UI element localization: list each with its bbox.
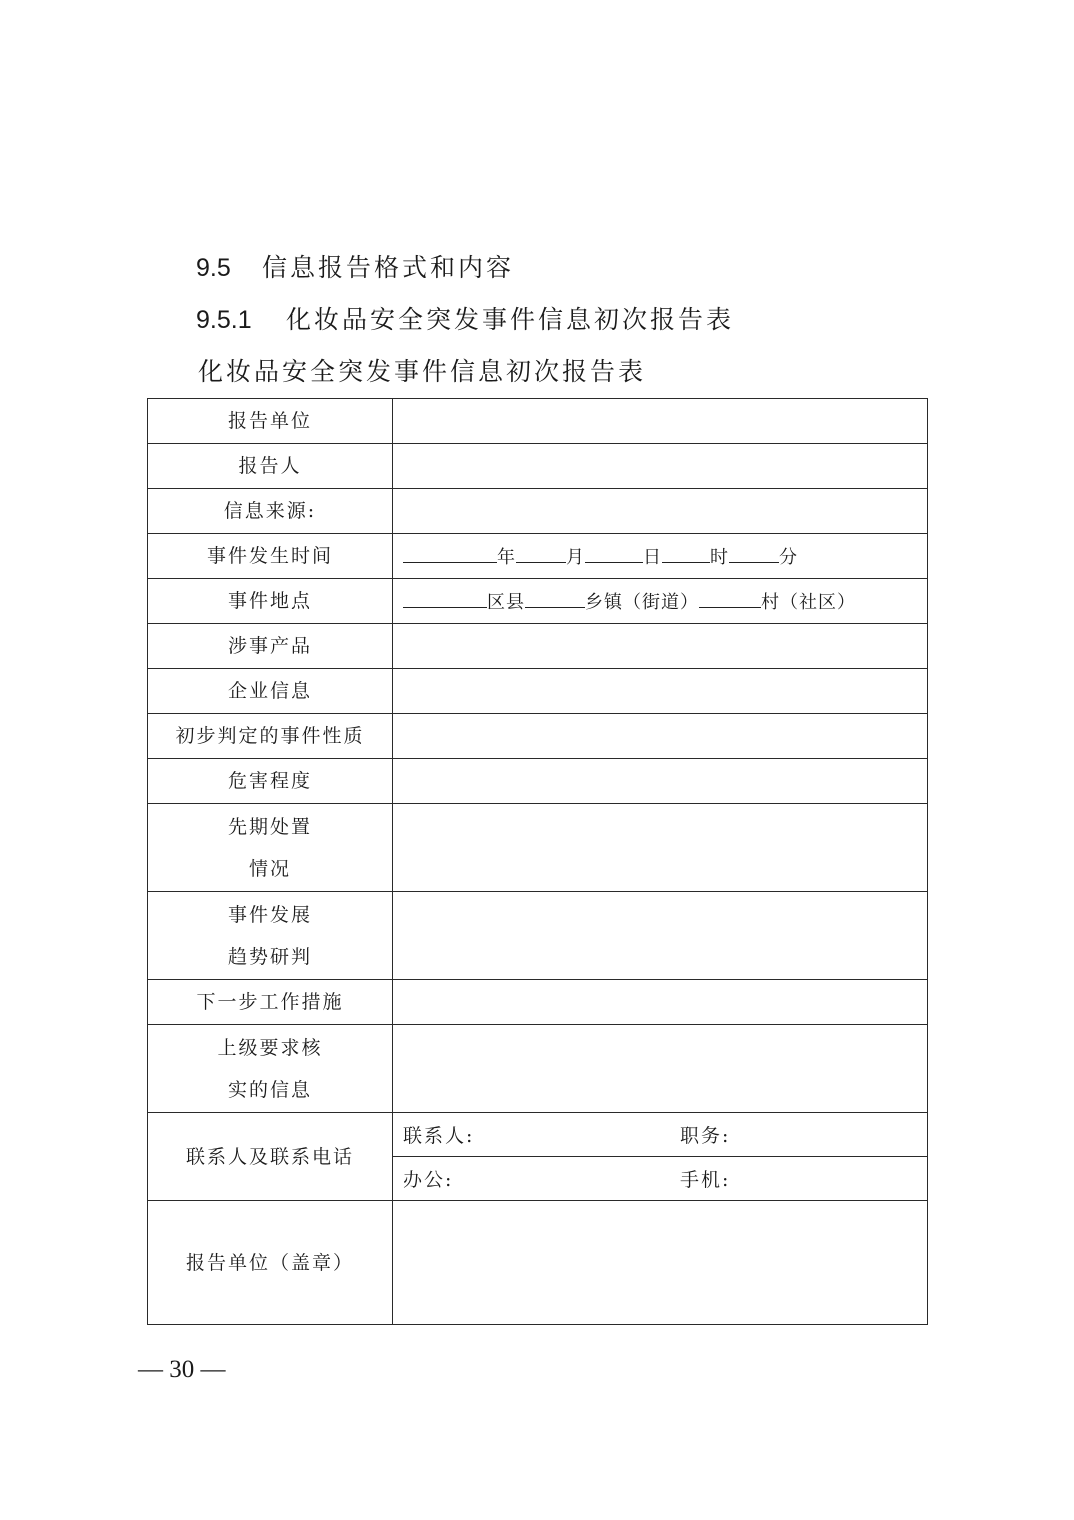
field-harm[interactable] (393, 759, 928, 804)
page-number: — 30 — (138, 1356, 226, 1383)
table-row (148, 804, 928, 892)
table-row (148, 759, 928, 804)
field-contact-row2[interactable] (393, 1157, 928, 1201)
field-verify[interactable] (393, 1025, 928, 1113)
label-next-steps: 下一步工作措施 (148, 980, 393, 1025)
month-unit: 月 (566, 547, 585, 568)
table-row (148, 399, 928, 444)
contact-office-label: 办公: (403, 1169, 454, 1191)
field-event-location[interactable] (393, 579, 928, 624)
day-unit: 日 (643, 547, 662, 568)
label-trend-line1: 事件发展 (227, 903, 312, 926)
field-next-steps[interactable] (393, 980, 928, 1025)
label-info-source: 信息来源: (148, 489, 393, 534)
label-verify-line2: 实的信息 (227, 1078, 312, 1101)
label-report-unit: 报告单位 (148, 399, 393, 444)
table-row (148, 1113, 928, 1157)
label-seal: 报告单位（盖章） (148, 1201, 393, 1325)
field-product[interactable] (393, 624, 928, 669)
label-enterprise: 企业信息 (148, 669, 393, 714)
label-nature: 初步判定的事件性质 (148, 714, 393, 759)
section-number: 9.5 (196, 254, 231, 282)
field-seal[interactable] (393, 1201, 928, 1325)
field-enterprise[interactable] (393, 669, 928, 714)
field-event-time[interactable] (393, 534, 928, 579)
field-contact-row1[interactable] (393, 1113, 928, 1157)
label-verify-line1: 上级要求核 (217, 1036, 323, 1059)
table-title: 化妆品安全突发事件信息初次报告表 (198, 357, 647, 386)
field-nature[interactable] (393, 714, 928, 759)
label-product: 涉事产品 (148, 624, 393, 669)
label-trend (148, 892, 393, 980)
section-title: 信息报告格式和内容 (262, 253, 515, 282)
table-row (148, 579, 928, 624)
town-unit: 乡镇（街道） (585, 592, 699, 613)
label-disposal-line1: 先期处置 (227, 815, 312, 838)
section-heading (196, 248, 514, 288)
contact-position-label: 职务: (680, 1125, 731, 1147)
subsection-title: 化妆品安全突发事件信息初次报告表 (286, 305, 735, 334)
table-row (148, 534, 928, 579)
village-unit: 村（社区） (761, 592, 856, 613)
field-trend[interactable] (393, 892, 928, 980)
year-unit: 年 (497, 547, 516, 568)
label-event-time: 事件发生时间 (148, 534, 393, 579)
label-disposal-line2: 情况 (248, 857, 291, 880)
label-event-location: 事件地点 (148, 579, 393, 624)
label-verify (148, 1025, 393, 1113)
field-info-source[interactable] (393, 489, 928, 534)
field-reporter[interactable] (393, 444, 928, 489)
subsection-heading (196, 300, 734, 340)
label-disposal (148, 804, 393, 892)
table-row (148, 669, 928, 714)
table-row (148, 444, 928, 489)
label-contact: 联系人及联系电话 (148, 1113, 393, 1201)
contact-mobile-label: 手机: (680, 1169, 731, 1191)
subsection-number: 9.5.1 (196, 306, 252, 334)
table-row (148, 489, 928, 534)
county-unit: 区县 (487, 592, 525, 613)
field-report-unit[interactable] (393, 399, 928, 444)
label-reporter: 报告人 (148, 444, 393, 489)
field-disposal[interactable] (393, 804, 928, 892)
table-row (148, 714, 928, 759)
table-row (148, 624, 928, 669)
table-row (148, 892, 928, 980)
label-harm: 危害程度 (148, 759, 393, 804)
table-row (148, 1201, 928, 1325)
table-row (148, 1025, 928, 1113)
report-form-table (147, 398, 928, 1325)
minute-unit: 分 (779, 547, 798, 568)
contact-person-label: 联系人: (403, 1125, 475, 1147)
table-row (148, 980, 928, 1025)
hour-unit: 时 (710, 547, 729, 568)
label-trend-line2: 趋势研判 (227, 945, 312, 968)
